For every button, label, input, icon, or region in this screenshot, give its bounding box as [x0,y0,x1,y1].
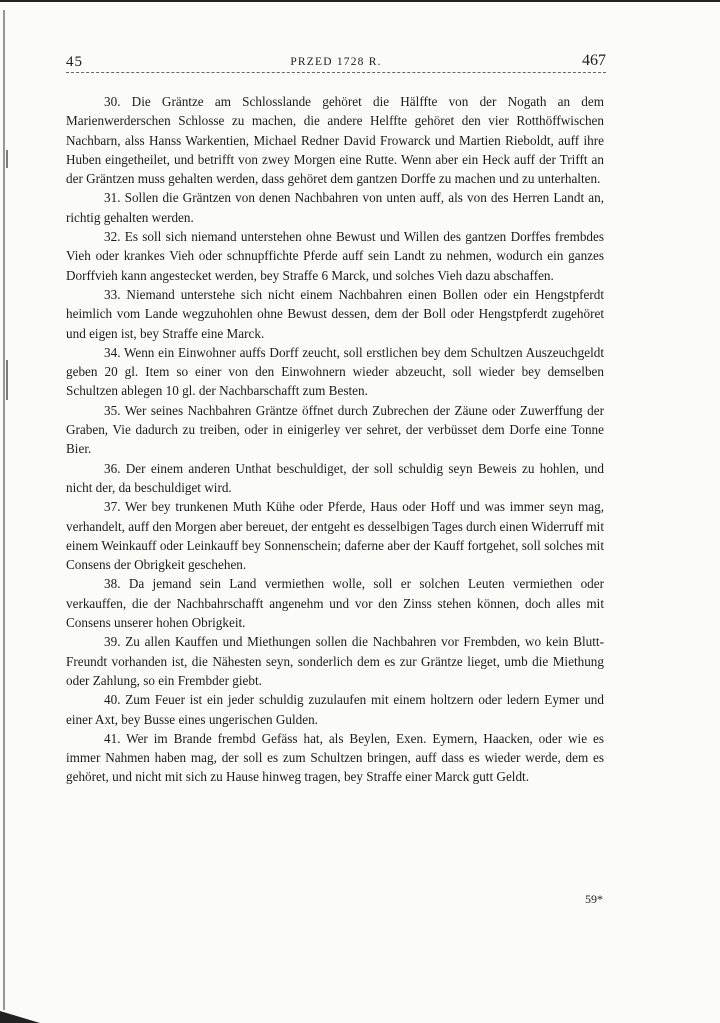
paragraph-40: 40. Zum Feuer ist ein jeder schuldig zuzulaufen mit einem holtzern oder ledern Eymer und einer Axt, bey Busse eines ungerischen Gulden. [66,692,604,727]
header-rule [66,72,606,73]
signature-mark: 59* [585,892,603,906]
paragraph-38: 38. Da jemand sein Land vermiethen wolle, soll er solchen Leuten vermiethen oder verkauffen, die der Nachbahrschafft angenehm und vor den Zinss stehen können, doch alles mit Consens unserer hohen Obrigkeit. [66,576,604,631]
paragraph-35: 35. Wer seines Nachbahren Gräntze öffnet durch Zubrechen der Zäune oder Zuwerffung der Graben, Vie dadurch zu treiben, oder in einigerley ver sehret, der verbüsset dem Dorfe eine Tonne Bier. [66,402,604,457]
scan-mark [6,360,8,400]
paragraph-33: 33. Niemand unterstehe sich nicht einem Nachbahren einen Bollen oder ein Hengstpferdt heimlich vom Lande wegzuhohlen ohne Bewust dessen, dem der Boll oder Hengstpferdt zugehöret und eigen ist, bey Straffe eine Marck. [66,286,604,341]
running-head: PRZED 1728 R. [290,56,382,68]
paragraph-30: 30. Die Gräntze am Schlosslande gehöret die Hälffte von der Nogath an dem Marienwerderschen Schlosse zu machen, die andere Helffte gehöret den vier Rotthöffwischen Nachbarn, alss Hanss Warkentien, Michael Redner David Frowarck und Martien Rieboldt, auff ihre Huben eingetheilet, und betrifft von zwey Morgen eine Rutte. Wenn aber ein Heck auff der Trifft an der Gräntzen muss gehalten werden, dass gehöret dem gantzen Dorffe zu machen und zu unterhalten. [66,94,604,187]
scan-corner [0,1011,40,1023]
paragraph-41: 41. Wer im Brande frembd Gefäss hat, als Beylen, Exen. Eymern, Haacken, oder wie es immer Nahmen haben mag, der soll es zum Schultzen bringen, auff dass es wieder werde, dem es gehöret, und nicht mit sich zu Hause hinweg tragen, bey Straffe einer Marck gutt Geldt. [66,730,604,785]
body-text [66,92,604,787]
paragraph-39: 39. Zu allen Kauffen und Miethungen sollen die Nachbahren vor Frembden, wo kein Blutt-Freundt vorhanden ist, die Nähesten seyn, sonderlich dem es zur Gräntze lieget, umb die Miethung oder Zahlung, so ein Frembder giebt. [66,634,604,688]
paragraph-34: 34. Wenn ein Einwohner auffs Dorff zeucht, soll erstlichen bey dem Schultzen Auszeuchgeldt geben 20 gl. Item so einer von den Einwohnern wieder abzeucht, soll wieder bey demselben Schultzen ablegen 10 gl. der Nachbarschafft zum Besten. [66,344,604,399]
page-header [66,54,606,80]
scan-edge-top [0,0,720,2]
page-number-right: 467 [582,52,606,69]
page-number-left: 45 [66,54,83,70]
paragraph-37: 37. Wer bey trunkenen Muth Kühe oder Pferde, Haus oder Hoff und was immer seyn mag, verhandelt, auff den Morgen aber bereuet, der entgeht es desselbigen Tages durch einen Widerruff mit einem Weinkauff oder Leinkauff bey Sonnenschein; daferne aber der Kauff fortgehet, soll solches mit Consens der Obrigkeit geschehen. [66,499,604,573]
paragraph-32: 32. Es soll sich niemand unterstehen ohne Bewust und Willen des gantzen Dorffes frembdes Vieh oder krankes Vieh oder schnupffichte Pferde auff sein Landt zu nehmen, wodurch ein ganzes Dorffvieh kann angestecket werden, bey Straffe 6 Marck, und solches Vieh dazu abschaffen. [66,229,604,283]
paragraph-31: 31. Sollen die Gräntzen von denen Nachbahren von unten auff, als von des Herren Landt an, richtig gehalten werden. [66,190,604,225]
scan-edge-left [3,10,5,1010]
paragraph-36: 36. Der einem anderen Unthat beschuldiget, der soll schuldig seyn Beweis zu hohlen, und nicht der, da beschuldiget wird. [66,460,604,495]
scan-mark [6,150,8,168]
